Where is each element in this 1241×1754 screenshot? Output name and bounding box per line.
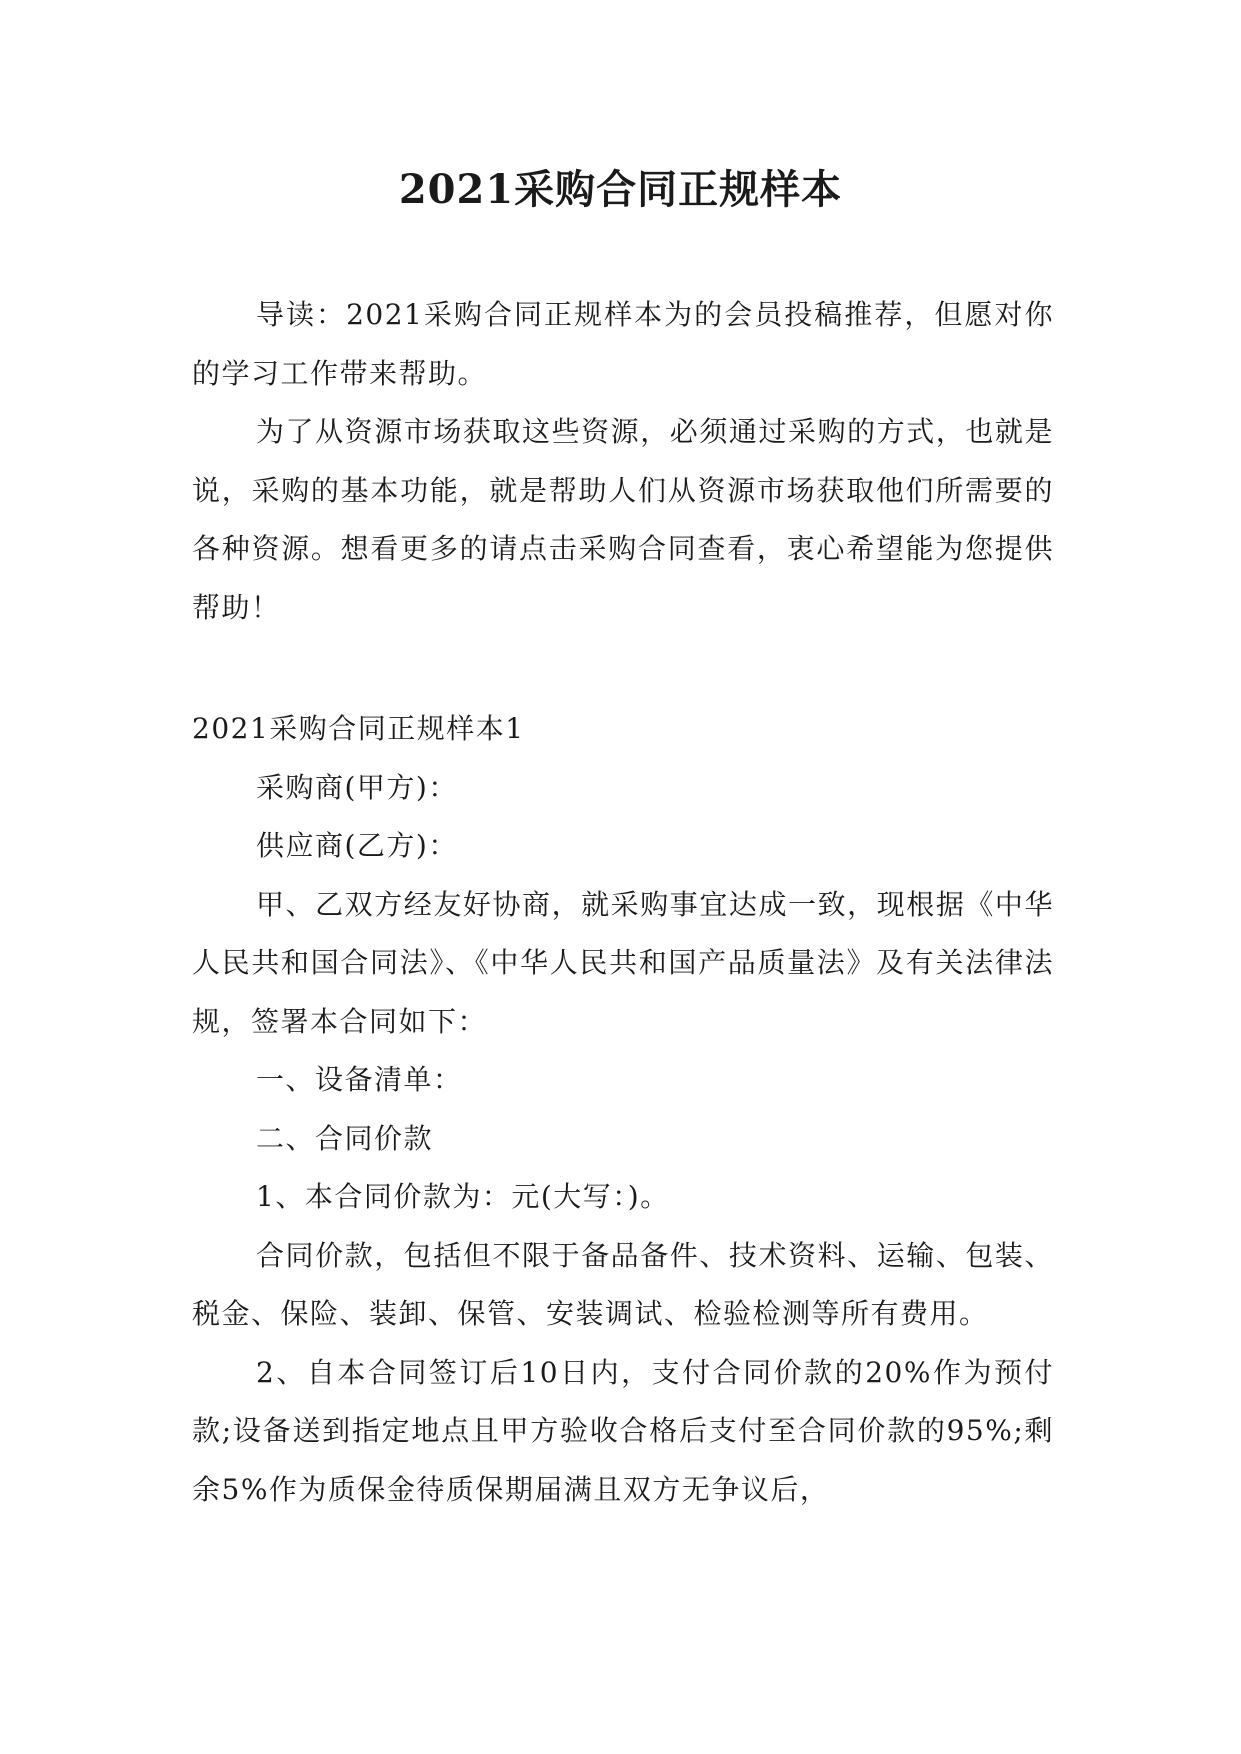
clause-contract-price: 二、合同价款 [256,1121,434,1155]
buyer-line: 采购商(甲方)： [256,770,458,804]
document-title: 2021采购合同正规样本 [398,166,843,213]
clause-equipment-list: 一、设备清单： [256,1063,463,1096]
clause-payment-terms: 2、自本合同签订后10日内，支付合同价款的20%作为预付款;设备送到指定地点且甲方验收合格后支付至合同价款的95%;剩余5%作为质保金待质保期届满且双方无争议后， [192,1355,1054,1506]
preamble-paragraph: 甲、乙双方经友好协商，就采购事宜达成一致，现根据《中华人民共和国合同法》、《中华人民共和国产品质量法》及有关法律法规，签署本合同如下： [192,887,1054,1038]
summary-paragraph: 为了从资源市场获取这些资源，必须通过采购的方式，也就是说，采购的基本功能，就是帮助人们从资源市场获取他们所需要的各种资源。想看更多的请点击采购合同查看，衷心希望能为您提供帮助！ [192,415,1054,624]
supplier-line: 供应商(乙方)： [256,829,458,862]
section-heading: 2021采购合同正规样本1 [192,712,525,745]
document-body [192,286,1054,1519]
clause-price-amount: 1、本合同价款为：元(大写：)。 [256,1180,670,1213]
intro-paragraph: 导读：2021采购合同正规样本为的会员投稿推荐，但愿对你的学习工作带来帮助。 [192,298,1054,390]
clause-price-scope: 合同价款，包括但不限于备品备件、技术资料、运输、包装、税金、保险、装卸、保管、安装调试、检验检测等所有费用。 [192,1238,1054,1330]
